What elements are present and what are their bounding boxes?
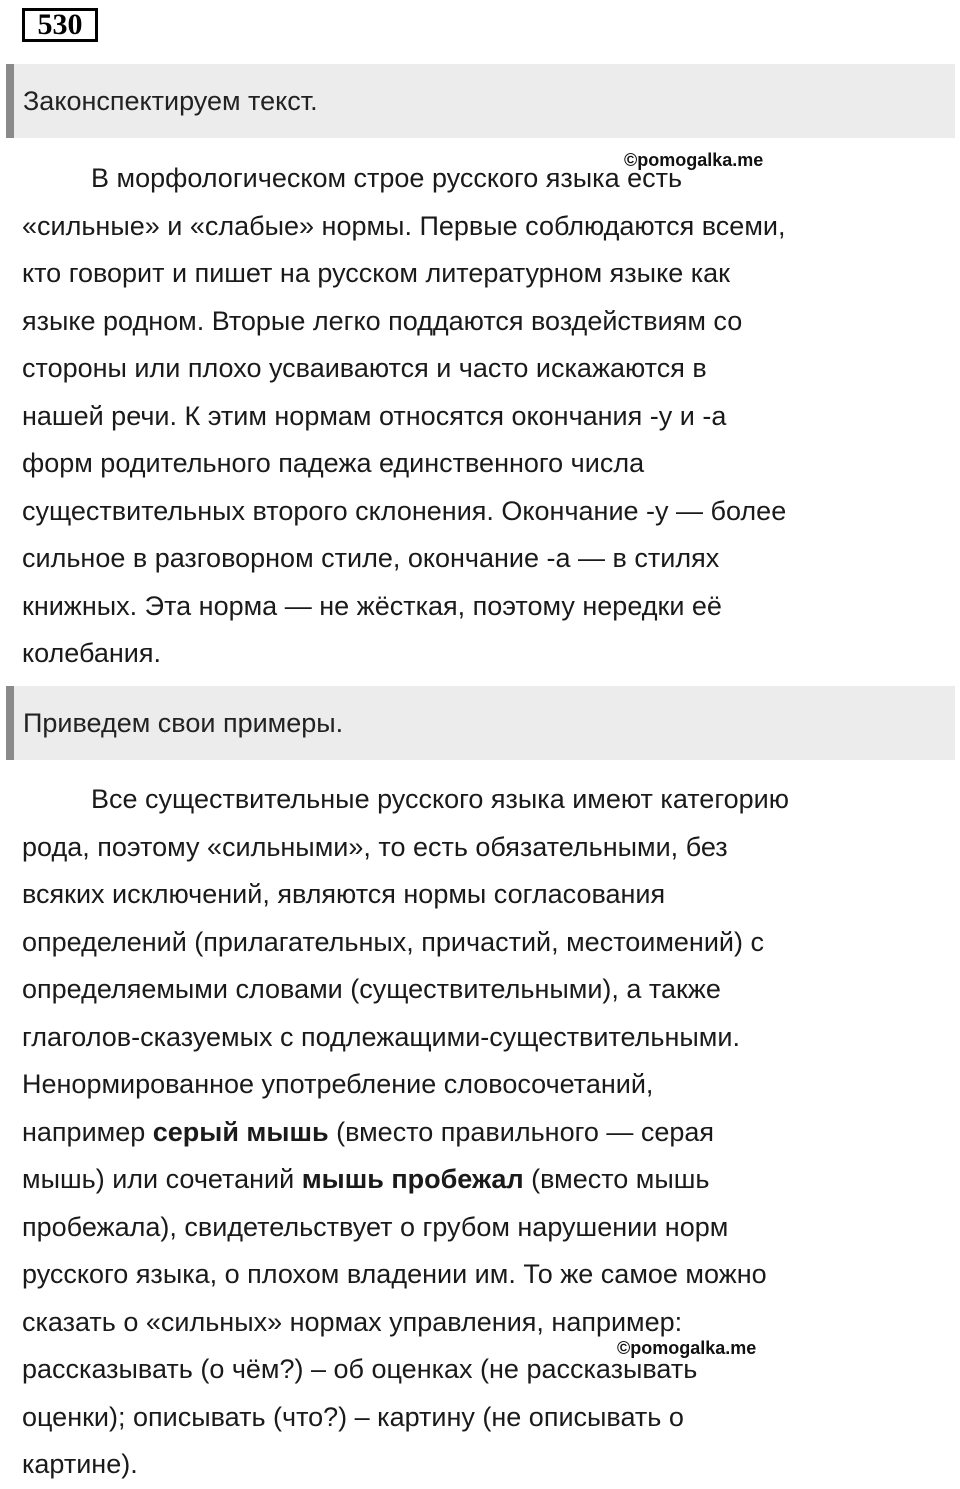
text-segment: (вместо мышь <box>523 1164 710 1194</box>
text-line: «сильные» и «слабые» нормы. Первые соблюдаются всеми, <box>22 210 786 241</box>
text-line: Все существительные русского языка имеют категорию <box>91 784 789 814</box>
text-line: сказать о «сильных» нормах управления, например: <box>22 1306 683 1337</box>
text-line: картине). <box>22 1449 138 1479</box>
watermark-logo: ©pomogalka.me <box>624 150 764 170</box>
text-line: рассказывать (о чём?) – об оценках (не рассказывать <box>22 1354 698 1384</box>
text-segment: мышь) или сочетаний <box>22 1164 302 1194</box>
text-line: всяких исключений, являются нормы согласования <box>22 879 666 909</box>
text-line-with-example <box>22 1156 947 1204</box>
text-line: рода, поэтому «сильными», то есть обязательными, без <box>22 831 728 862</box>
text-line-with-example <box>22 1109 947 1157</box>
text-line: нашей речи. К этим нормам относятся окончания -у и -а <box>22 400 727 431</box>
summary-paragraph <box>22 155 947 678</box>
text-line: пробежала), свидетельствует о грубом нарушении норм <box>22 1211 729 1242</box>
task-number: 530 <box>22 8 98 42</box>
text-segment: например <box>22 1116 153 1147</box>
text-line: оценки); описывать (что?) – картину (не описывать о <box>22 1401 684 1432</box>
text-line: существительных второго склонения. Окончание -у — более <box>22 495 787 526</box>
text-line: определений (прилагательных, причастий, местоимений) с <box>22 926 764 957</box>
text-line: глаголов-сказуемых с подлежащими-существительными. <box>22 1021 740 1052</box>
text-segment: (вместо правильного — серая <box>328 1116 715 1147</box>
section-heading-summary: Законспектируем текст. <box>6 64 955 138</box>
text-line: кто говорит и пишет на русском литературном языке как <box>22 258 730 288</box>
example-phrase: мышь пробежал <box>301 1164 524 1194</box>
text-line: Ненормированное употребление словосочетаний, <box>22 1069 654 1099</box>
text-line: стороны или плохо усваиваются и часто искажаются в <box>22 353 707 383</box>
watermark-logo: ©pomogalka.me <box>617 1338 757 1358</box>
text-line: сильное в разговорном стиле, окончание -а — в стилях <box>22 543 720 573</box>
text-line: русского языка, о плохом владении им. То же самое можно <box>22 1259 767 1289</box>
text-line: языке родном. Вторые легко поддаются воздействиям со <box>22 305 743 336</box>
text-line: В морфологическом строе русского языка есть <box>91 163 683 193</box>
examples-paragraph <box>22 776 947 1489</box>
text-line: колебания. <box>22 638 161 668</box>
text-line: книжных. Эта норма — не жёсткая, поэтому нередки её <box>22 590 722 621</box>
section-heading-examples: Приведем свои примеры. <box>6 686 955 760</box>
text-line: форм родительного падежа единственного числа <box>22 448 645 478</box>
example-phrase: серый мышь <box>152 1116 329 1147</box>
text-line: определяемыми словами (существительными), а также <box>22 974 721 1004</box>
